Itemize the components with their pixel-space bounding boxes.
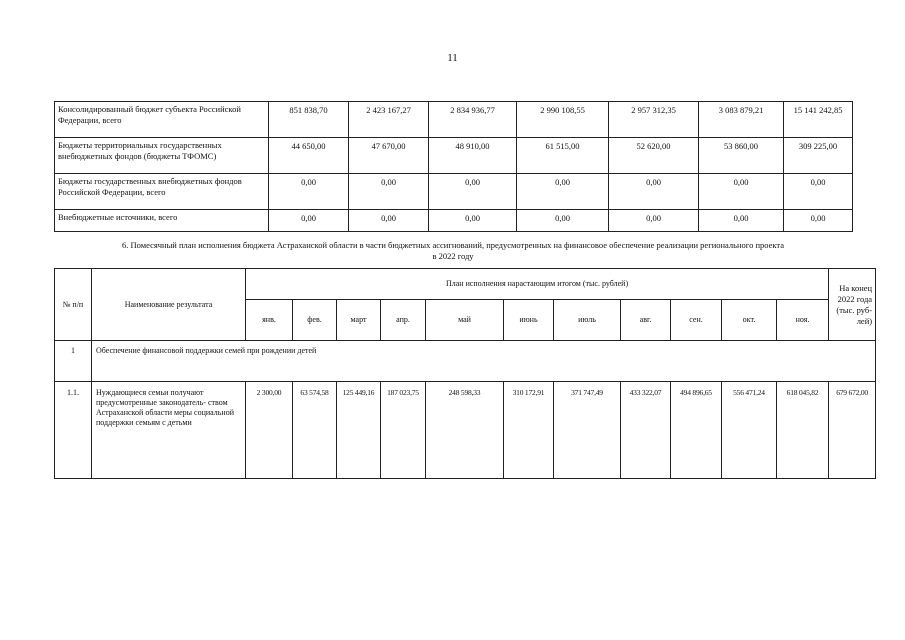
month-value: 125 449,16 (337, 382, 381, 479)
monthly-plan-table (54, 268, 876, 479)
cell-value: 2 957 312,35 (609, 102, 699, 138)
row-label: Консолидированный бюджет субъекта Российской Федерации, всего (55, 102, 269, 138)
cell-value: 0,00 (699, 210, 784, 232)
cell-total: 15 141 242,85 (784, 102, 853, 138)
section-title (54, 240, 852, 262)
cell-value: 2 423 167,27 (349, 102, 429, 138)
month-value: 63 574,58 (293, 382, 337, 479)
row-label: Бюджеты территориальных государственных внебюджетных фондов (бюджеты ТФОМС) (55, 138, 269, 174)
cell-value: 2 990 108,55 (517, 102, 609, 138)
cell-value: 48 910,00 (429, 138, 517, 174)
row-label: Бюджеты государственных внебюджетных фондов Российской Федерации, всего (55, 174, 269, 210)
cell-value: 0,00 (699, 174, 784, 210)
cell-value: 2 834 936,77 (429, 102, 517, 138)
cell-value: 0,00 (517, 210, 609, 232)
table-row (55, 382, 876, 479)
month-value: 494 896,65 (671, 382, 722, 479)
section-title-line: в 2022 году (432, 251, 474, 261)
month-value: 310 172,91 (504, 382, 554, 479)
section-num: 1 (55, 341, 92, 382)
cell-value: 0,00 (429, 210, 517, 232)
header-month: окт. (722, 300, 777, 341)
cell-value: 52 620,00 (609, 138, 699, 174)
header-month: март (337, 300, 381, 341)
month-value: 371 747,49 (554, 382, 621, 479)
cell-value: 53 860,00 (699, 138, 784, 174)
cell-value: 47 670,00 (349, 138, 429, 174)
header-month: июль (554, 300, 621, 341)
header-month: авг. (621, 300, 671, 341)
header-row (55, 269, 876, 300)
cell-value: 3 083 879,21 (699, 102, 784, 138)
cell-value: 61 515,00 (517, 138, 609, 174)
cell-value: 0,00 (609, 174, 699, 210)
table-row (55, 138, 853, 174)
result-name: Нуждающиеся семьи получают предусмотренные законодатель- ством Астраханской области меры социальной поддержки семьям с детьми (92, 382, 246, 479)
page-number: 11 (447, 52, 458, 64)
month-value: 618 045,82 (777, 382, 829, 479)
header-num: № п/п (55, 269, 92, 341)
header-plan: План исполнения нарастающим итогом (тыс. рублей) (246, 269, 829, 300)
cell-value: 0,00 (269, 174, 349, 210)
month-value: 187 023,75 (381, 382, 426, 479)
month-value: 556 471,24 (722, 382, 777, 479)
header-month: май (426, 300, 504, 341)
header-month: фев. (293, 300, 337, 341)
cell-total: 0,00 (784, 210, 853, 232)
cell-total: 309 225,00 (784, 138, 853, 174)
table-row (55, 210, 853, 232)
header-month: июнь (504, 300, 554, 341)
row-label: Внебюджетные источники, всего (55, 210, 269, 232)
cell-value: 0,00 (609, 210, 699, 232)
cell-value: 0,00 (429, 174, 517, 210)
cell-value: 0,00 (349, 174, 429, 210)
header-end: На конец 2022 года (тыс. руб- лей) (829, 269, 876, 341)
section-row (55, 341, 876, 382)
section-label: Обеспечение финансовой поддержки семей при рождении детей (92, 341, 876, 382)
header-name: Наименование результата (92, 269, 246, 341)
month-value: 2 300,00 (246, 382, 293, 479)
cell-value: 851 838,70 (269, 102, 349, 138)
table-row (55, 102, 853, 138)
header-month: ноя. (777, 300, 829, 341)
cell-value: 0,00 (269, 210, 349, 232)
end-year-value: 679 672,00 (829, 382, 876, 479)
month-value: 433 322,07 (621, 382, 671, 479)
budget-sources-table (54, 101, 853, 232)
cell-value: 0,00 (517, 174, 609, 210)
header-month: апр. (381, 300, 426, 341)
header-month: янв. (246, 300, 293, 341)
header-month: сен. (671, 300, 722, 341)
row-num: 1.1. (55, 382, 92, 479)
cell-value: 0,00 (349, 210, 429, 232)
cell-total: 0,00 (784, 174, 853, 210)
table-row (55, 174, 853, 210)
section-title-line: 6. Помесячный план исполнения бюджета Астраханской области в части бюджетных ассигнований, предусмотренных на финансовое обеспечение реализации регионального проекта (122, 240, 784, 250)
cell-value: 44 650,00 (269, 138, 349, 174)
month-value: 248 598,33 (426, 382, 504, 479)
